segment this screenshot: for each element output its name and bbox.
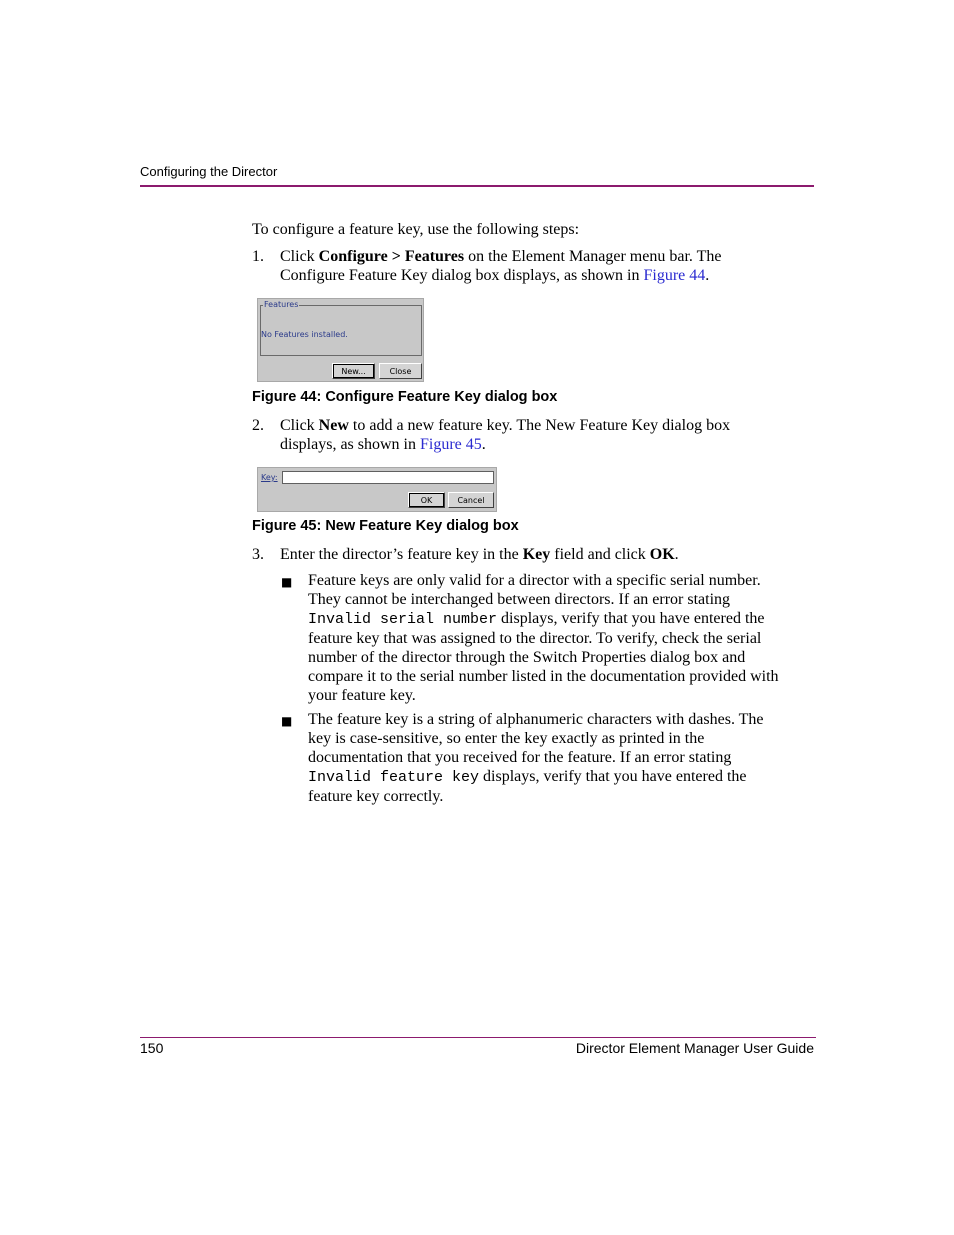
ok-button-ref: OK (649, 546, 675, 563)
bullet-square-icon: ■ (281, 575, 293, 589)
configure-feature-key-dialog (257, 298, 424, 382)
step-2-number: 2. (252, 417, 264, 434)
bullet-2: The feature key is a string of alphanumeric characters with dashes. The key is case-sensitive, so enter the key exactly as printed in the documentation that you received for the feature. If an error stating Invalid feature key displays, verify that you have entered the feature key correctly. (308, 711, 764, 805)
close-button[interactable]: Close (379, 363, 422, 379)
step-1-number: 1. (252, 248, 264, 265)
bullet-1: Feature keys are only valid for a director with a specific serial number. They cannot be interchanged between directors. If an error stating Invalid serial number displays, verify that you have entered the feature key that was assigned to the director. To verify, check the serial number of the director through the Switch Properties dialog box and compare it to the serial number listed in the documentation provided with your feature key. (308, 572, 779, 704)
header-rule (140, 185, 814, 187)
new-button[interactable]: New... (332, 363, 375, 379)
guide-title: Director Element Manager User Guide (575, 1040, 814, 1056)
key-input[interactable] (282, 471, 494, 484)
new-feature-key-dialog (257, 467, 497, 512)
step-2-line-2: displays, as shown in Figure 45. (280, 436, 486, 453)
figure-44-caption: Figure 44: Configure Feature Key dialog box (252, 389, 558, 405)
error-code-feature: Invalid feature key (308, 769, 480, 786)
figure-44-link[interactable]: Figure 44 (643, 267, 706, 284)
step-2-line-1: Click New to add a new feature key. The New Feature Key dialog box (280, 417, 731, 434)
step-3-number: 3. (252, 546, 264, 563)
menu-path: Configure > Features (318, 248, 465, 265)
cancel-button[interactable]: Cancel (448, 492, 494, 508)
intro-text: To configure a feature key, use the following steps: (252, 221, 580, 238)
no-features-text: No Features installed. (261, 330, 348, 339)
new-button-ref: New (318, 417, 349, 434)
figure-45-link[interactable]: Figure 45 (420, 436, 482, 453)
footer-rule (140, 1037, 816, 1038)
ok-button[interactable]: OK (408, 492, 445, 508)
page-number: 150 (140, 1040, 164, 1056)
step-3-text: Enter the director’s feature key in the Key field and click OK. (280, 546, 679, 563)
error-code-serial: Invalid serial number (308, 611, 498, 628)
key-label: Key: (261, 473, 278, 482)
step-1-line-1: Click Configure > Features on the Element Manager menu bar. The (280, 248, 722, 265)
bullet-square-icon: ■ (281, 714, 293, 728)
figure-45-caption: Figure 45: New Feature Key dialog box (252, 518, 519, 534)
step-1-line-2: Configure Feature Key dialog box displays, as shown in Figure 44. (280, 267, 710, 284)
features-group-label: Features (264, 300, 299, 309)
key-field-ref: Key (522, 546, 551, 563)
running-head: Configuring the Director (140, 164, 278, 179)
